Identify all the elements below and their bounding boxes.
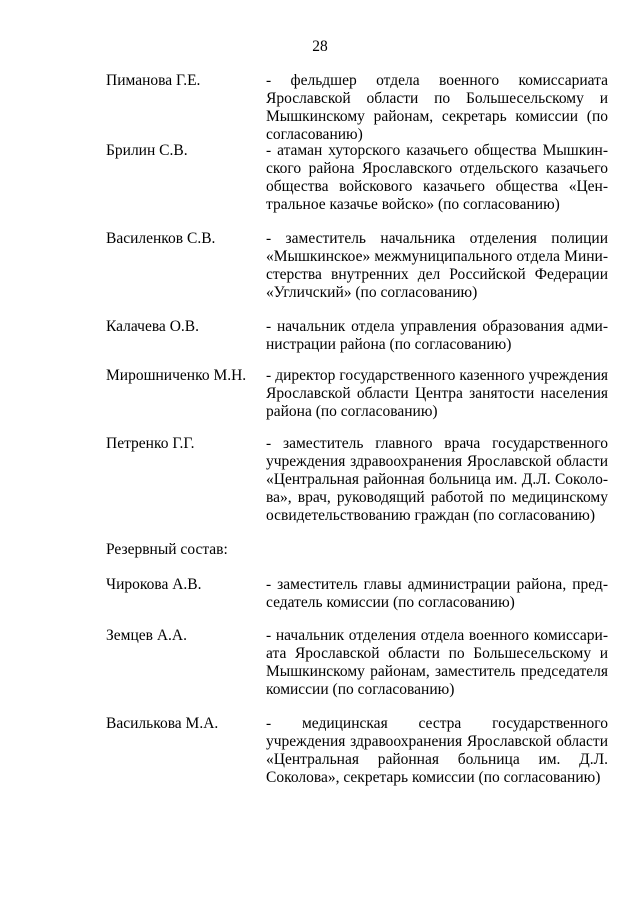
member-name: Чирокова А.В. [106, 576, 202, 593]
member-name: Земцев А.А. [106, 627, 187, 644]
member-role: - медицинская сестра государственного учреждения здравоохранения Ярославской области «Центральная районная больница им. Д.Л. Соколова», секретарь комиссии (по согласованию) [266, 715, 608, 786]
member-name: Калачева О.В. [106, 318, 199, 335]
member-name: Мирошниченко М.Н. [106, 367, 247, 384]
member-role: - атаман хуторского казачьего общества Мышкинского района Ярославского отдельского казачьего общества войскового казачьего общества «Центральное казачье войско» (по согласованию) [266, 142, 608, 213]
member-name: Пиманова Г.Е. [106, 72, 201, 89]
member-role: - начальник отделения отдела военного комиссариата Ярославской области по Большесельскому и Мышкинскому районам, заместитель председателя комиссии (по согласованию) [266, 627, 608, 698]
member-role: - фельдшер отдела военного комиссариата Ярославской области по Большесельскому и Мышкинскому районам, секретарь комиссии (по согласованию) [266, 72, 608, 143]
member-name: Василькова М.А. [106, 715, 219, 732]
member-role: - заместитель главы администрации района, председатель комиссии (по согласованию) [266, 576, 608, 611]
page-number: 28 [312, 38, 328, 55]
member-role: - директор государственного казенного учреждения Ярославской области Центра занятости населения района (по согласованию) [266, 367, 608, 420]
member-role: - заместитель начальника отделения полиции «Мышкинское» межмуниципального отдела Министерства внутренних дел Российской Федерации «Угличский» (по согласованию) [266, 230, 608, 301]
member-name: Брилин С.В. [106, 142, 188, 159]
member-role: - начальник отдела управления образования администрации района (по согласованию) [266, 318, 608, 353]
member-name: Василенков С.В. [106, 230, 216, 247]
reserve-section-label: Резервный состав: [106, 541, 228, 558]
member-role: - заместитель главного врача государственного учреждения здравоохранения Ярославской области «Центральная районная больница им. Д.Л. Соколова», врач, руководящий работой по медицинскому освидетельствованию граждан (по согласованию) [266, 435, 608, 524]
member-name: Петренко Г.Г. [106, 435, 195, 452]
